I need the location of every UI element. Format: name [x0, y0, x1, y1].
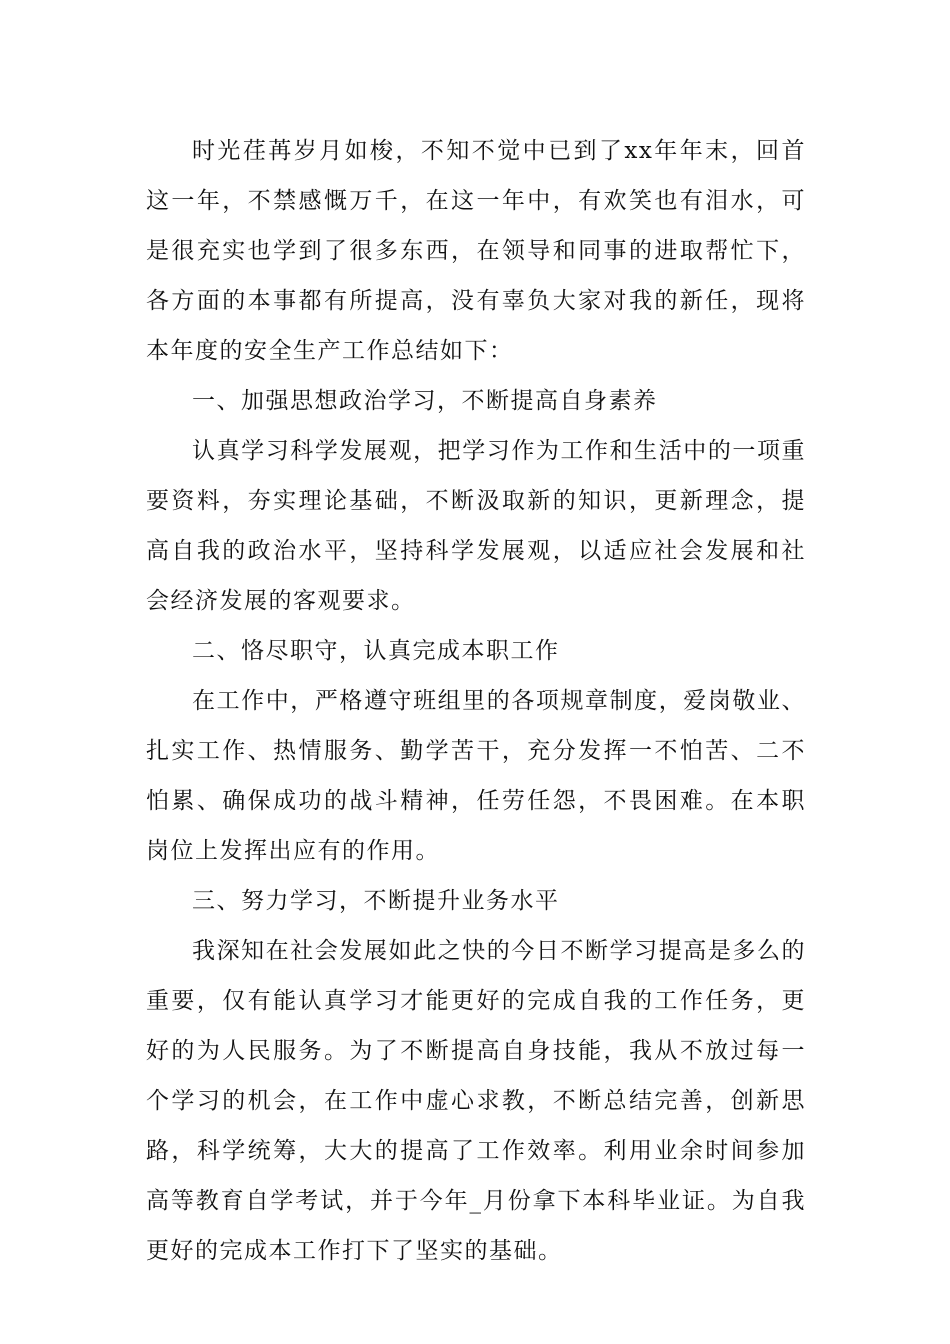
section-heading-3: 三、努力学习，不断提升业务水平 — [192, 888, 560, 914]
section-3-paragraph: 我深知在社会发展如此之快的今日不断学习提高是多么的重要，仅有能认真学习才能更好的完成自我的工作任务，更好的为人民服务。为了不断提高自身技能，我从不放过每一个学习的机会，在工作中虚心求教，不断总结完善，创新思路，科学统筹，大大的提高了工作效率。利用业余时间参加高等教育自学考试，并于今年_月份拿下本科毕业证。为自我更好的完成本工作打下了坚实的基础。 — [146, 938, 806, 1264]
section-heading-1: 一、加强思想政治学习，不断提高自身素养 — [192, 388, 658, 414]
section-heading-2: 二、恪尽职守，认真完成本职工作 — [192, 638, 560, 664]
document-body — [146, 126, 806, 1276]
section-2-paragraph: 在工作中，严格遵守班组里的各项规章制度，爱岗敬业、扎实工作、热情服务、勤学苦干，充分发挥一不怕苦、二不怕累、确保成功的战斗精神，任劳任怨，不畏困难。在本职岗位上发挥出应有的作用。 — [146, 688, 806, 864]
intro-paragraph: 时光荏苒岁月如梭，不知不觉中已到了xx年年末，回首这一年，不禁感慨万千，在这一年中，有欢笑也有泪水，可是很充实也学到了很多东西，在领导和同事的进取帮忙下，各方面的本事都有所提高，没有辜负大家对我的新任，现将本年度的安全生产工作总结如下： — [146, 138, 806, 364]
section-1-paragraph: 认真学习科学发展观，把学习作为工作和生活中的一项重要资料，夯实理论基础，不断汲取新的知识，更新理念，提高自我的政治水平，坚持科学发展观，以适应社会发展和社会经济发展的客观要求。 — [146, 438, 806, 614]
